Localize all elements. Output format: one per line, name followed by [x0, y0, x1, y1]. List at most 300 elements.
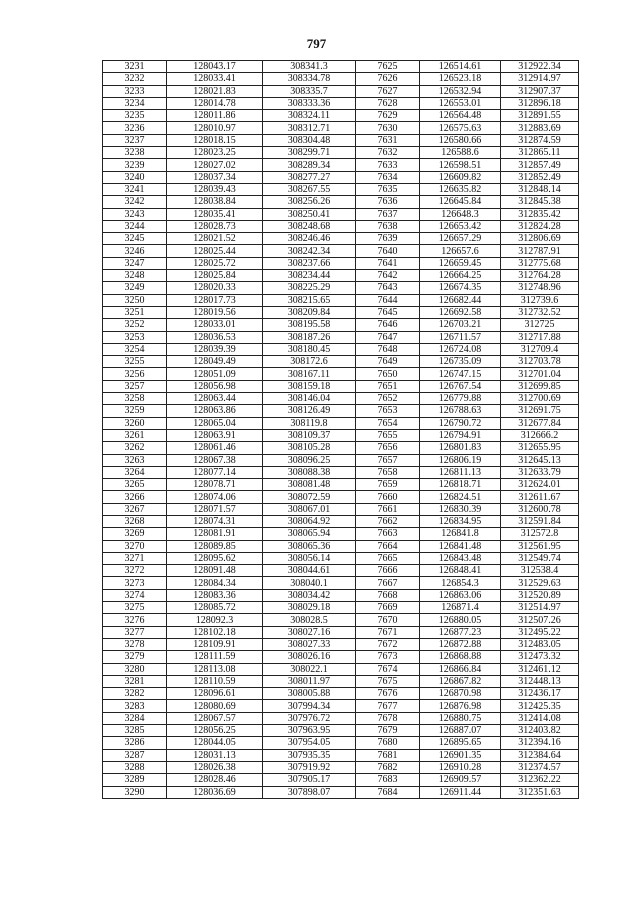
table-cell-y-right: 312835.42: [501, 208, 579, 220]
table-cell-x-right: 126824.51: [420, 491, 501, 503]
table-cell-id-right: 7647: [356, 331, 420, 343]
table-cell-id-right: 7651: [356, 380, 420, 392]
table-cell-y-right: 312561.95: [501, 540, 579, 552]
table-cell-y-left: 308180.45: [263, 343, 356, 355]
table-row: [103, 774, 579, 786]
table-cell-id-right: 7642: [356, 270, 420, 282]
table-cell-x-right: 126724.08: [420, 343, 501, 355]
table-cell-x-left: 128017.73: [167, 294, 263, 306]
table-cell-x-left: 128061.46: [167, 442, 263, 454]
table-cell-id-right: 7666: [356, 565, 420, 577]
table-cell-id-left: 3252: [103, 319, 167, 331]
table-cell-id-left: 3257: [103, 380, 167, 392]
table-cell-x-right: 126834.95: [420, 515, 501, 527]
table-row: [103, 675, 579, 687]
table-cell-y-right: 312633.79: [501, 466, 579, 478]
table-cell-x-right: 126664.25: [420, 270, 501, 282]
table-row: [103, 122, 579, 134]
table-cell-id-right: 7661: [356, 503, 420, 515]
table-cell-x-right: 126648.3: [420, 208, 501, 220]
table-cell-x-left: 128063.86: [167, 405, 263, 417]
table-cell-id-right: 7664: [356, 540, 420, 552]
table-cell-y-left: 308225.29: [263, 282, 356, 294]
table-row: [103, 306, 579, 318]
table-cell-id-right: 7627: [356, 85, 420, 97]
table-cell-y-right: 312507.26: [501, 614, 579, 626]
table-cell-id-left: 3287: [103, 749, 167, 761]
table-row: [103, 565, 579, 577]
table-cell-y-right: 312857.49: [501, 159, 579, 171]
table-cell-x-right: 126657.6: [420, 245, 501, 257]
table-row: [103, 257, 579, 269]
table-cell-y-left: 308304.48: [263, 134, 356, 146]
table-cell-x-left: 128023.25: [167, 147, 263, 159]
table-cell-x-right: 126811.13: [420, 466, 501, 478]
table-cell-x-right: 126653.42: [420, 220, 501, 232]
table-cell-y-left: 308248.68: [263, 220, 356, 232]
table-cell-id-right: 7656: [356, 442, 420, 454]
table-cell-y-left: 308081.48: [263, 479, 356, 491]
table-cell-x-left: 128096.61: [167, 688, 263, 700]
table-cell-y-left: 308242.34: [263, 245, 356, 257]
table-cell-x-right: 126553.01: [420, 97, 501, 109]
table-cell-x-left: 128081.91: [167, 528, 263, 540]
table-cell-y-right: 312611.67: [501, 491, 579, 503]
table-cell-y-left: 307954.05: [263, 737, 356, 749]
table-row: [103, 417, 579, 429]
table-cell-id-left: 3233: [103, 85, 167, 97]
table-cell-id-left: 3268: [103, 515, 167, 527]
table-cell-x-left: 128033.41: [167, 73, 263, 85]
table-cell-x-left: 128031.13: [167, 749, 263, 761]
table-cell-id-left: 3249: [103, 282, 167, 294]
table-cell-id-right: 7678: [356, 712, 420, 724]
table-cell-x-left: 128074.06: [167, 491, 263, 503]
table-cell-id-right: 7649: [356, 356, 420, 368]
table-cell-id-right: 7679: [356, 725, 420, 737]
table-cell-y-left: 308289.34: [263, 159, 356, 171]
table-row: [103, 319, 579, 331]
table-row: [103, 270, 579, 282]
table-row: [103, 786, 579, 798]
table-row: [103, 749, 579, 761]
table-cell-id-right: 7640: [356, 245, 420, 257]
table-cell-id-left: 3272: [103, 565, 167, 577]
table-cell-id-left: 3266: [103, 491, 167, 503]
table-cell-id-left: 3278: [103, 638, 167, 650]
table-cell-x-right: 126841.8: [420, 528, 501, 540]
table-cell-id-left: 3288: [103, 761, 167, 773]
table-cell-x-left: 128028.46: [167, 774, 263, 786]
table-cell-x-left: 128077.14: [167, 466, 263, 478]
page-number: 797: [306, 36, 327, 51]
table-cell-x-right: 126682.44: [420, 294, 501, 306]
table-cell-y-right: 312362.22: [501, 774, 579, 786]
table-cell-x-right: 126818.71: [420, 479, 501, 491]
table-cell-id-left: 3260: [103, 417, 167, 429]
table-row: [103, 528, 579, 540]
table-cell-id-right: 7630: [356, 122, 420, 134]
table-cell-y-left: 308044.61: [263, 565, 356, 577]
table-cell-y-right: 312384.64: [501, 749, 579, 761]
table-cell-x-right: 126868.88: [420, 651, 501, 663]
table-cell-x-right: 126692.58: [420, 306, 501, 318]
table-body: [103, 61, 579, 799]
table-cell-y-left: 308256.26: [263, 196, 356, 208]
table-cell-y-left: 308172.6: [263, 356, 356, 368]
table-cell-y-right: 312414.08: [501, 712, 579, 724]
table-cell-id-right: 7676: [356, 688, 420, 700]
table-cell-id-left: 3270: [103, 540, 167, 552]
table-cell-x-right: 126806.19: [420, 454, 501, 466]
table-row: [103, 515, 579, 527]
table-cell-x-left: 128025.44: [167, 245, 263, 257]
table-cell-x-right: 126910.28: [420, 761, 501, 773]
table-cell-x-left: 128051.09: [167, 368, 263, 380]
table-cell-id-right: 7658: [356, 466, 420, 478]
table-row: [103, 626, 579, 638]
table-cell-x-right: 126867.82: [420, 675, 501, 687]
table-cell-id-left: 3239: [103, 159, 167, 171]
table-cell-id-right: 7665: [356, 552, 420, 564]
table-cell-id-right: 7635: [356, 183, 420, 195]
table-cell-id-left: 3264: [103, 466, 167, 478]
table-cell-y-right: 312739.6: [501, 294, 579, 306]
table-cell-y-right: 312848.14: [501, 183, 579, 195]
coordinates-table: [102, 60, 579, 799]
table-row: [103, 134, 579, 146]
table-cell-x-left: 128113.08: [167, 663, 263, 675]
table-cell-y-right: 312703.78: [501, 356, 579, 368]
table-row: [103, 282, 579, 294]
table-row: [103, 651, 579, 663]
table-cell-id-right: 7663: [356, 528, 420, 540]
table-cell-id-right: 7625: [356, 61, 420, 73]
table-row: [103, 220, 579, 232]
table-cell-x-left: 128011.86: [167, 110, 263, 122]
table-cell-id-left: 3238: [103, 147, 167, 159]
table-cell-y-right: 312483.05: [501, 638, 579, 650]
table-cell-x-right: 126830.39: [420, 503, 501, 515]
table-cell-x-left: 128038.84: [167, 196, 263, 208]
table-cell-y-right: 312865.11: [501, 147, 579, 159]
table-cell-x-left: 128063.91: [167, 429, 263, 441]
table-cell-x-right: 126609.82: [420, 171, 501, 183]
table-cell-y-right: 312549.74: [501, 552, 579, 564]
table-cell-y-left: 308333.36: [263, 97, 356, 109]
table-cell-y-left: 308027.33: [263, 638, 356, 650]
table-cell-y-right: 312677.84: [501, 417, 579, 429]
table-row: [103, 761, 579, 773]
table-cell-y-left: 308072.59: [263, 491, 356, 503]
table-cell-y-right: 312495.22: [501, 626, 579, 638]
table-cell-y-left: 308237.66: [263, 257, 356, 269]
table-cell-y-right: 312600.78: [501, 503, 579, 515]
table-cell-id-right: 7632: [356, 147, 420, 159]
table-row: [103, 589, 579, 601]
table-cell-x-left: 128071.57: [167, 503, 263, 515]
table-row: [103, 712, 579, 724]
table-cell-id-left: 3235: [103, 110, 167, 122]
table-cell-y-left: 308026.16: [263, 651, 356, 663]
table-cell-id-right: 7628: [356, 97, 420, 109]
table-cell-x-right: 126911.44: [420, 786, 501, 798]
table-cell-id-right: 7684: [356, 786, 420, 798]
table-cell-x-right: 126657.29: [420, 233, 501, 245]
table-cell-x-left: 128018.15: [167, 134, 263, 146]
table-cell-y-right: 312845.38: [501, 196, 579, 208]
table-cell-id-right: 7682: [356, 761, 420, 773]
table-cell-x-left: 128080.69: [167, 700, 263, 712]
table-cell-x-left: 128095.62: [167, 552, 263, 564]
table-cell-y-left: 308065.36: [263, 540, 356, 552]
table-row: [103, 196, 579, 208]
table-cell-id-right: 7659: [356, 479, 420, 491]
table-cell-x-right: 126876.98: [420, 700, 501, 712]
table-cell-id-left: 3248: [103, 270, 167, 282]
table-cell-id-left: 3283: [103, 700, 167, 712]
table-cell-id-right: 7650: [356, 368, 420, 380]
table-cell-id-right: 7671: [356, 626, 420, 638]
table-row: [103, 466, 579, 478]
table-cell-id-right: 7646: [356, 319, 420, 331]
table-row: [103, 638, 579, 650]
table-cell-id-right: 7652: [356, 393, 420, 405]
table-cell-id-right: 7633: [356, 159, 420, 171]
table-cell-id-right: 7674: [356, 663, 420, 675]
table-cell-y-right: 312425.35: [501, 700, 579, 712]
table-row: [103, 85, 579, 97]
table-cell-y-left: 307905.17: [263, 774, 356, 786]
table-row: [103, 356, 579, 368]
table-row: [103, 614, 579, 626]
table-cell-id-left: 3242: [103, 196, 167, 208]
table-row: [103, 110, 579, 122]
table-cell-id-left: 3269: [103, 528, 167, 540]
table-cell-id-right: 7638: [356, 220, 420, 232]
table-cell-id-right: 7680: [356, 737, 420, 749]
table-cell-y-right: 312883.69: [501, 122, 579, 134]
table-row: [103, 663, 579, 675]
table-cell-y-right: 312725: [501, 319, 579, 331]
table-cell-y-left: 308324.11: [263, 110, 356, 122]
table-cell-y-right: 312403.82: [501, 725, 579, 737]
table-cell-y-left: 308234.44: [263, 270, 356, 282]
table-cell-id-right: 7681: [356, 749, 420, 761]
table-cell-x-left: 128056.98: [167, 380, 263, 392]
table-cell-y-left: 308334.78: [263, 73, 356, 85]
table-cell-id-left: 3259: [103, 405, 167, 417]
table-cell-x-right: 126895.65: [420, 737, 501, 749]
table-cell-id-left: 3250: [103, 294, 167, 306]
table-cell-id-left: 3258: [103, 393, 167, 405]
table-cell-id-right: 7653: [356, 405, 420, 417]
table-cell-id-left: 3271: [103, 552, 167, 564]
table-cell-y-right: 312461.12: [501, 663, 579, 675]
table-cell-y-left: 308167.11: [263, 368, 356, 380]
table-cell-y-left: 308187.26: [263, 331, 356, 343]
table-cell-x-right: 126871.4: [420, 602, 501, 614]
table-cell-id-left: 3251: [103, 306, 167, 318]
table-row: [103, 602, 579, 614]
table-cell-id-left: 3261: [103, 429, 167, 441]
table-cell-y-right: 312514.97: [501, 602, 579, 614]
table-cell-y-left: 308209.84: [263, 306, 356, 318]
table-cell-y-left: 308341.3: [263, 61, 356, 73]
table-row: [103, 454, 579, 466]
table-cell-id-right: 7645: [356, 306, 420, 318]
table-row: [103, 491, 579, 503]
table-cell-x-right: 126880.05: [420, 614, 501, 626]
table-cell-x-right: 126703.21: [420, 319, 501, 331]
table-cell-x-right: 126863.06: [420, 589, 501, 601]
table-cell-id-left: 3247: [103, 257, 167, 269]
table-cell-id-left: 3277: [103, 626, 167, 638]
table-cell-y-left: 308299.71: [263, 147, 356, 159]
table-cell-id-left: 3253: [103, 331, 167, 343]
table-cell-x-left: 128037.34: [167, 171, 263, 183]
table-row: [103, 479, 579, 491]
table-cell-y-right: 312645.13: [501, 454, 579, 466]
table-cell-id-left: 3256: [103, 368, 167, 380]
table-cell-id-right: 7639: [356, 233, 420, 245]
table-row: [103, 171, 579, 183]
table-cell-y-right: 312394.16: [501, 737, 579, 749]
table-cell-x-left: 128091.48: [167, 565, 263, 577]
table-cell-x-left: 128028.73: [167, 220, 263, 232]
table-cell-id-right: 7677: [356, 700, 420, 712]
table-cell-id-left: 3276: [103, 614, 167, 626]
table-cell-y-left: 308105.28: [263, 442, 356, 454]
table-row: [103, 245, 579, 257]
table-row: [103, 183, 579, 195]
table-cell-x-right: 126645.84: [420, 196, 501, 208]
table-cell-x-left: 128063.44: [167, 393, 263, 405]
table-cell-x-left: 128111.59: [167, 651, 263, 663]
table-cell-id-right: 7657: [356, 454, 420, 466]
table-row: [103, 73, 579, 85]
table-cell-y-right: 312775.68: [501, 257, 579, 269]
table-cell-y-left: 308195.58: [263, 319, 356, 331]
table-cell-id-left: 3262: [103, 442, 167, 454]
table-cell-y-right: 312824.28: [501, 220, 579, 232]
table-cell-id-left: 3290: [103, 786, 167, 798]
table-cell-y-right: 312874.59: [501, 134, 579, 146]
table-cell-x-right: 126794.91: [420, 429, 501, 441]
table-cell-y-left: 308040.1: [263, 577, 356, 589]
table-cell-y-right: 312624.01: [501, 479, 579, 491]
table-cell-y-left: 308146.04: [263, 393, 356, 405]
table-cell-y-left: 308215.65: [263, 294, 356, 306]
table-cell-id-right: 7670: [356, 614, 420, 626]
table-cell-x-left: 128056.25: [167, 725, 263, 737]
table-cell-id-right: 7669: [356, 602, 420, 614]
table-cell-x-left: 128026.38: [167, 761, 263, 773]
table-cell-x-left: 128078.71: [167, 479, 263, 491]
table-cell-id-right: 7637: [356, 208, 420, 220]
table-row: [103, 343, 579, 355]
table-cell-y-right: 312591.84: [501, 515, 579, 527]
table-cell-y-right: 312374.57: [501, 761, 579, 773]
table-cell-y-right: 312700.69: [501, 393, 579, 405]
table-cell-id-left: 3234: [103, 97, 167, 109]
table-row: [103, 159, 579, 171]
table-cell-id-right: 7644: [356, 294, 420, 306]
table-cell-x-right: 126841.48: [420, 540, 501, 552]
table-cell-id-left: 3241: [103, 183, 167, 195]
table-cell-x-right: 126880.75: [420, 712, 501, 724]
table-cell-x-left: 128021.52: [167, 233, 263, 245]
table-cell-x-left: 128027.02: [167, 159, 263, 171]
table-cell-id-left: 3275: [103, 602, 167, 614]
table-cell-y-left: 308011.97: [263, 675, 356, 687]
table-row: [103, 61, 579, 73]
table-cell-x-left: 128010.97: [167, 122, 263, 134]
table-cell-id-right: 7629: [356, 110, 420, 122]
table-cell-x-left: 128102.18: [167, 626, 263, 638]
table-cell-id-left: 3240: [103, 171, 167, 183]
table-cell-id-left: 3244: [103, 220, 167, 232]
table-cell-y-right: 312572.8: [501, 528, 579, 540]
table-cell-x-left: 128039.39: [167, 343, 263, 355]
table-cell-y-right: 312691.75: [501, 405, 579, 417]
table-cell-id-left: 3232: [103, 73, 167, 85]
table-cell-x-right: 126801.83: [420, 442, 501, 454]
table-cell-x-right: 126747.15: [420, 368, 501, 380]
table-row: [103, 294, 579, 306]
table-cell-id-right: 7672: [356, 638, 420, 650]
table-cell-id-right: 7683: [356, 774, 420, 786]
table-cell-id-left: 3284: [103, 712, 167, 724]
table-cell-x-right: 126564.48: [420, 110, 501, 122]
table-cell-y-left: 308119.8: [263, 417, 356, 429]
table-cell-x-left: 128043.17: [167, 61, 263, 73]
table-cell-y-left: 308246.46: [263, 233, 356, 245]
table-cell-x-right: 126779.88: [420, 393, 501, 405]
table-cell-y-left: 308064.92: [263, 515, 356, 527]
table-row: [103, 393, 579, 405]
table-cell-x-left: 128109.91: [167, 638, 263, 650]
table-cell-id-left: 3282: [103, 688, 167, 700]
table-cell-y-left: 308056.14: [263, 552, 356, 564]
table-cell-y-left: 308109.37: [263, 429, 356, 441]
table-row: [103, 552, 579, 564]
table-cell-x-left: 128084.34: [167, 577, 263, 589]
table-cell-x-left: 128033.01: [167, 319, 263, 331]
table-cell-x-left: 128019.56: [167, 306, 263, 318]
table-cell-x-left: 128036.53: [167, 331, 263, 343]
table-cell-x-right: 126598.51: [420, 159, 501, 171]
table-cell-id-right: 7673: [356, 651, 420, 663]
table-cell-x-right: 126767.54: [420, 380, 501, 392]
table-cell-id-left: 3246: [103, 245, 167, 257]
table-cell-y-right: 312473.32: [501, 651, 579, 663]
table-cell-id-left: 3243: [103, 208, 167, 220]
table-cell-y-right: 312907.37: [501, 85, 579, 97]
table-cell-y-right: 312764.28: [501, 270, 579, 282]
table-cell-x-right: 126580.66: [420, 134, 501, 146]
table-cell-x-right: 126790.72: [420, 417, 501, 429]
table-cell-id-right: 7668: [356, 589, 420, 601]
table-cell-x-left: 128110.59: [167, 675, 263, 687]
table-cell-y-right: 312852.49: [501, 171, 579, 183]
table-cell-y-right: 312436.17: [501, 688, 579, 700]
table-cell-id-left: 3231: [103, 61, 167, 73]
table-cell-y-left: 308096.25: [263, 454, 356, 466]
table-cell-x-right: 126887.07: [420, 725, 501, 737]
table-cell-x-right: 126843.48: [420, 552, 501, 564]
table-cell-x-right: 126588.6: [420, 147, 501, 159]
